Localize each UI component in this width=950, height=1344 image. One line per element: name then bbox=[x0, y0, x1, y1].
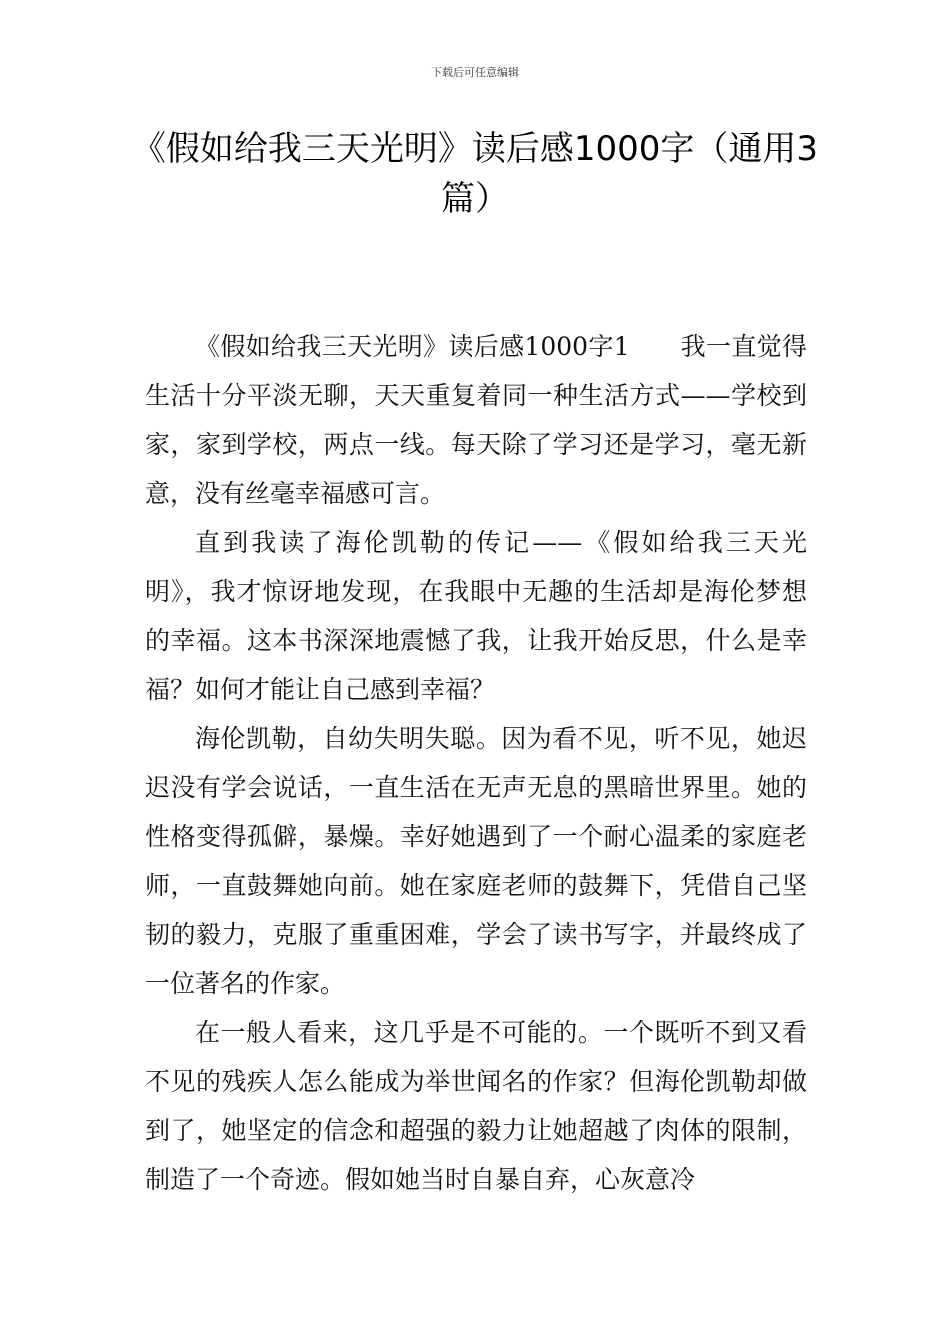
header-note: 下载后可任意编辑 bbox=[431, 66, 519, 79]
paragraph: 《假如给我三天光明》读后感1000字1 我一直觉得生活十分平淡无聊，天天重复着同一种生活方式——学校到家，家到学校，两点一线。每天除了学习还是学习，毫无新意，没有丝毫幸福感可言。 bbox=[145, 332, 807, 508]
paragraph: 在一般人看来，这几乎是不可能的。一个既听不到又看不见的残疾人怎么能成为举世闻名的作家？但海伦凯勒却做到了，她坚定的信念和超强的毅力让她超越了肉体的限制，制造了一个奇迹。假如她当时自暴自弃，心灰意冷 bbox=[145, 1018, 807, 1194]
document-body bbox=[145, 322, 807, 1204]
paragraph: 直到我读了海伦凯勒的传记——《假如给我三天光明》，我才惊讶地发现，在我眼中无趣的生活却是海伦梦想的幸福。这本书深深地震憾了我，让我开始反思，什么是幸福？如何才能让自己感到幸福？ bbox=[145, 528, 807, 704]
paragraph: 海伦凯勒，自幼失明失聪。因为看不见，听不见，她迟迟没有学会说话，一直生活在无声无息的黑暗世界里。她的性格变得孤僻，暴燥。幸好她遇到了一个耐心温柔的家庭老师，一直鼓舞她向前。她在家庭老师的鼓舞下，凭借自己坚韧的毅力，克服了重重困难，学会了读书写字，并最终成了一位著名的作家。 bbox=[145, 724, 807, 998]
document-title: 《假如给我三天光明》读后感1000字（通用3篇） bbox=[131, 129, 819, 219]
